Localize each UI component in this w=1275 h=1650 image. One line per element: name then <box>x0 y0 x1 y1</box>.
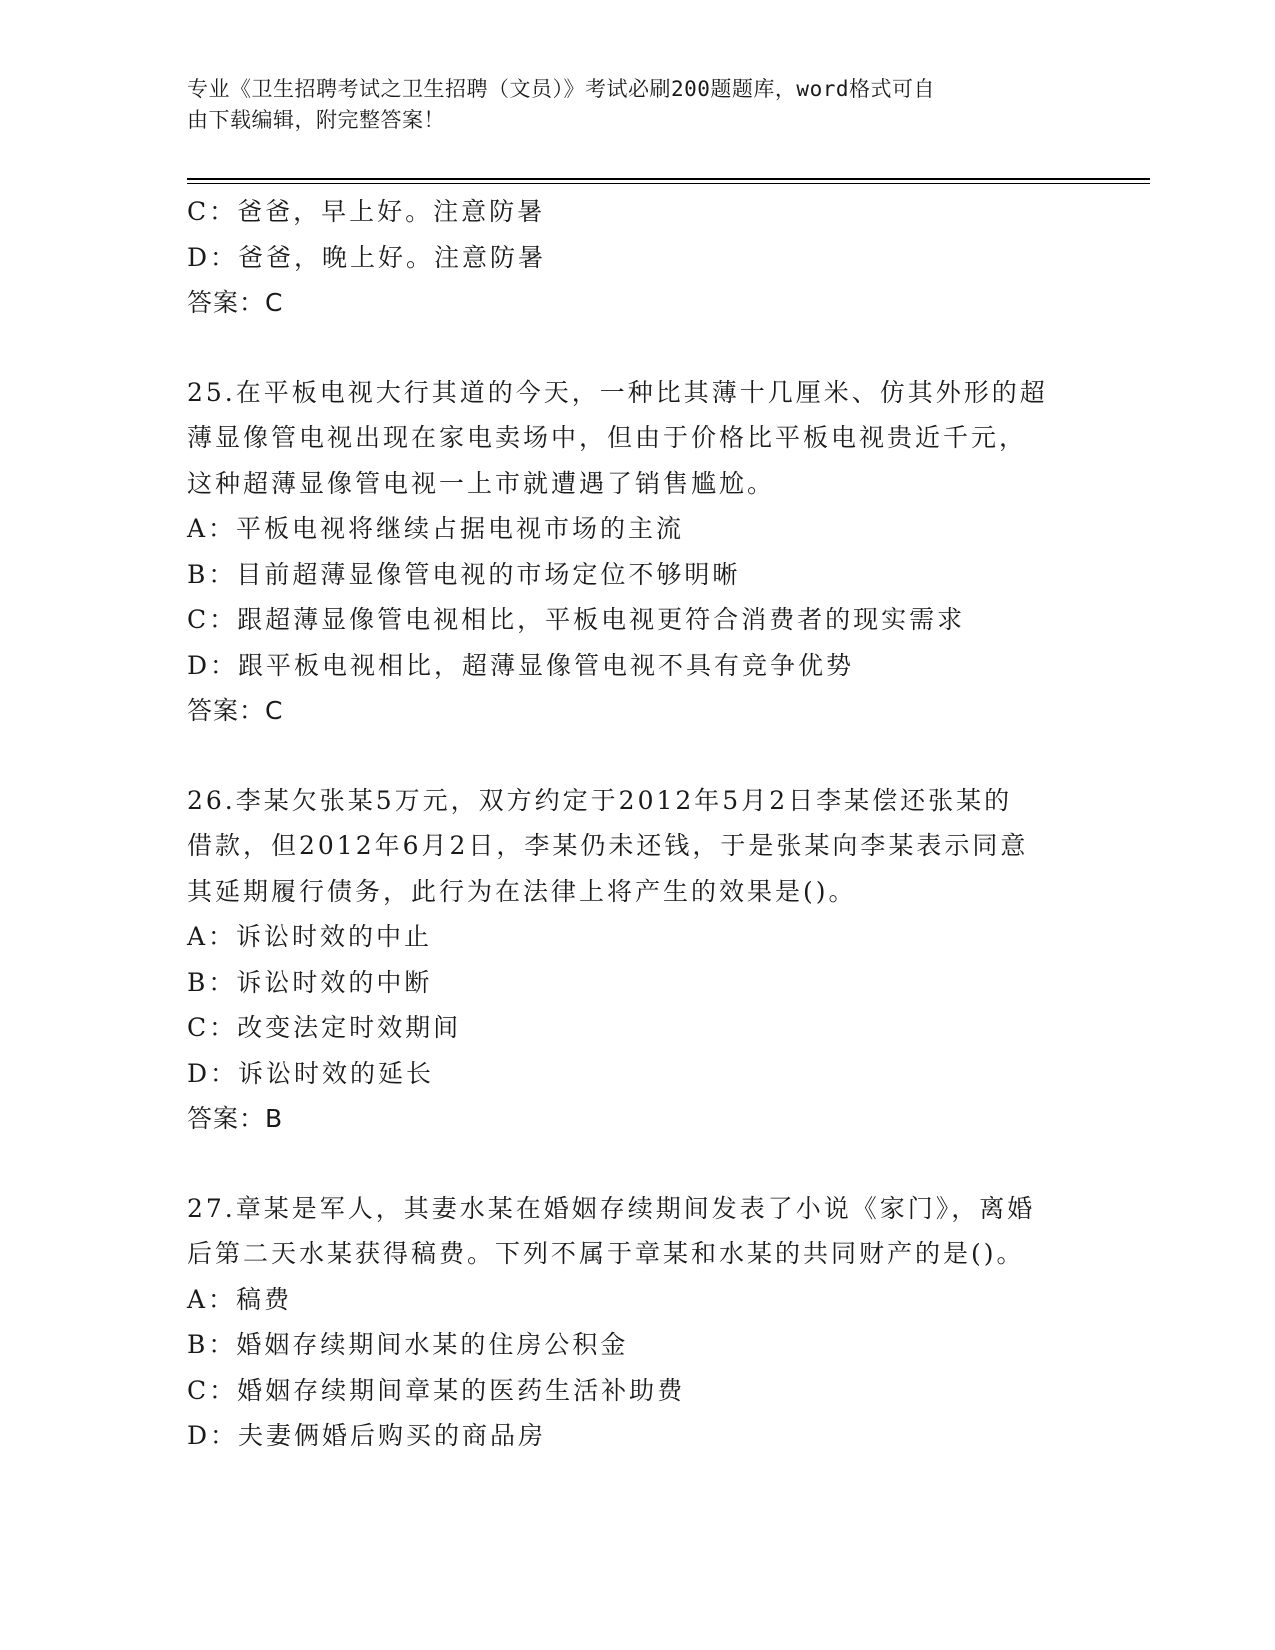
question-stem-line: 薄显像管电视出现在家电卖场中，但由于价格比平板电视贵近千元， <box>187 423 1028 452</box>
answer-line: 答案：C <box>187 696 284 725</box>
question-24-tail <box>187 189 1087 326</box>
option-c: C：婚姻存续期间章某的医药生活补助费 <box>187 1375 686 1405</box>
question-25 <box>187 370 1087 734</box>
option-d: D：爸爸，晚上好。注意防暑 <box>187 242 547 272</box>
question-stem-line: 借款，但2012年6月2日，李某仍未还钱，于是张某向李某表示同意 <box>187 831 1029 860</box>
option-a: A：稿费 <box>187 1284 293 1314</box>
question-stem-line: 这种超薄显像管电视一上市就遭遇了销售尴尬。 <box>187 468 776 498</box>
question-stem-line: 27.章某是军人，其妻水某在婚姻存续期间发表了小说《家门》，离婚 <box>187 1193 1036 1223</box>
question-stem-line: 其延期履行债务，此行为在法律上将产生的效果是()。 <box>187 876 857 906</box>
option-c: C：爸爸，早上好。注意防暑 <box>187 197 546 226</box>
spacer <box>187 326 1087 370</box>
question-27 <box>187 1186 1087 1459</box>
header-line-2: 由下载编辑，附完整答案！ <box>187 108 445 132</box>
option-d: D：跟平板电视相比，超薄显像管电视不具有竞争优势 <box>187 650 855 680</box>
question-stem-line: 26.李某欠张某5万元，双方约定于2012年5月2日李某偿还张某的 <box>187 785 1013 815</box>
question-stem-line: 后第二天水某获得稿费。下列不属于章某和水某的共同财产的是()。 <box>187 1239 1025 1268</box>
option-b: B：诉讼时效的中断 <box>187 967 433 997</box>
option-a: A：诉讼时效的中止 <box>187 922 433 951</box>
question-list <box>187 189 1087 1459</box>
option-a: A：平板电视将继续占据电视市场的主流 <box>187 514 685 543</box>
answer-line: 答案：B <box>187 1104 284 1133</box>
header-divider-thin <box>187 183 1150 184</box>
spacer <box>187 1142 1087 1186</box>
option-d: D：诉讼时效的延长 <box>187 1058 435 1088</box>
spacer <box>187 734 1087 778</box>
option-d: D：夫妻俩婚后购买的商品房 <box>187 1421 547 1450</box>
header-line-1: 专业《卫生招聘考试之卫生招聘（文员）》考试必刷200题题库，word格式可自 <box>187 77 935 101</box>
option-c: C：改变法定时效期间 <box>187 1013 462 1042</box>
option-b: B：婚姻存续期间水某的住房公积金 <box>187 1330 629 1359</box>
question-stem-line: 25.在平板电视大行其道的今天，一种比其薄十几厘米、仿其外形的超 <box>187 377 1048 407</box>
header-divider-thick <box>187 178 1150 180</box>
question-26 <box>187 778 1087 1142</box>
document-header <box>187 74 1067 136</box>
answer-line: 答案：C <box>187 288 284 317</box>
option-b: B：目前超薄显像管电视的市场定位不够明晰 <box>187 559 741 589</box>
option-c: C：跟超薄显像管电视相比，平板电视更符合消费者的现实需求 <box>187 605 966 634</box>
